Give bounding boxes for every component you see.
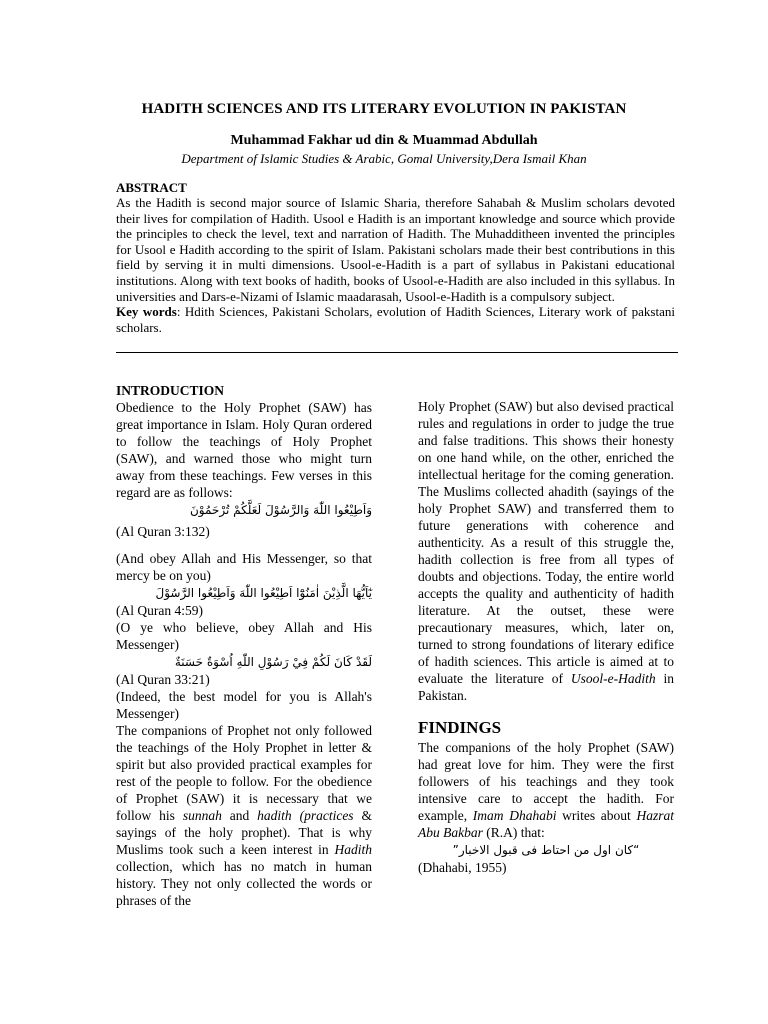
term-sunnah: sunnah <box>182 808 222 823</box>
term-imam-dhahabi: Imam Dhahabi <box>472 808 557 823</box>
term-hadith: hadith (practices <box>257 808 354 823</box>
intro-paragraph: Obedience to the Holy Prophet (SAW) has great importance in Islam. Holy Quran ordered to follow the teachings of Holy Prophet (SAW), and warned those who might turn away from these teachings. Few verses in this regard are as follows: <box>116 400 372 500</box>
arabic-quote: “کان اول من احتاط فی قبول الاخبار” <box>452 843 640 857</box>
term-hadith: Hadith <box>334 842 372 857</box>
abstract-body: As the Hadith is second major source of Islamic Sharia, therefore Sahabah & Muslim scholars devoted their lives for compilation of Hadith. Usool e Hadith is an important knowledge and source which provide the principles to check the level, text and narration of Hadith. The Muhadditheen invented the principles for Usool e Hadith according to the spirit of Islam. Pakistani scholars made their best contributions in this field by serving it in multi dimensions. Usool-e-Hadith is a part of syllabus in Pakistani educational institutions. Along with text books of hadith, books of Usool-e-Hadith are also included in this syllabus. In universities and Dars-e-Nizami of Islamic maadarasah, Usool-e-Hadith is a compulsory subject. <box>116 195 675 304</box>
text-run: in Pakistan. <box>418 671 674 703</box>
verse-ref-2: (Al Quran 4:59) <box>116 603 203 618</box>
paper-authors: Muhammad Fakhar ud din & Muammad Abdullah <box>230 133 538 148</box>
arabic-verse-3: لَقَدْ كَانَ لَكُمْ فِيْ رَسُوْلِ اللّٰهِ اُسْوَةٌ حَسَنَةٌ <box>174 655 372 669</box>
findings-heading: FINDINGS <box>418 718 502 737</box>
keywords-line <box>116 304 675 335</box>
verse-translation-1: (And obey Allah and His Messenger, so that mercy be on you) <box>116 551 372 583</box>
left-column <box>116 382 372 909</box>
paper-title: HADITH SCIENCES AND ITS LITERARY EVOLUTION IN PAKISTAN <box>141 101 627 117</box>
keywords-text: : Hdith Sciences, Pakistani Scholars, evolution of Hadith Sciences, Literary work of pakstani scholars. <box>116 304 675 335</box>
text-run: & sayings of the holy prophet). That is why Muslims took such a keen interest in <box>116 808 372 857</box>
arabic-verse-1: وَاَطِيْعُوا اللّٰهَ وَالرَّسُوْلَ لَعَلَّكُمْ تُرْحَمُوْنَ <box>189 503 372 517</box>
keywords-label: Key words <box>116 304 177 320</box>
term-abu-bakr: Hazrat Abu Bakbar <box>418 808 674 840</box>
abstract-divider <box>116 352 678 353</box>
paper-affiliation: Department of Islamic Studies & Arabic, Gomal University,Dera Ismail Khan <box>181 151 587 166</box>
verse-ref-3: (Al Quran 33:21) <box>116 672 210 687</box>
companions-paragraph <box>116 722 372 909</box>
text-run: (R.A) that: <box>482 825 545 840</box>
text-run: The companions of the holy Prophet (SAW) had great love for him. They were the first followers of his teachings and they took intensive care to accept the hadith. For example, <box>418 740 674 823</box>
verse-ref-1: (Al Quran 3:132) <box>116 524 210 539</box>
text-run: collection, which has no match in human history. They not only collected the words or phrases of the <box>116 859 372 908</box>
spacer <box>116 540 372 550</box>
right-column <box>418 398 674 876</box>
dhahabi-ref: (Dhahabi, 1955) <box>418 860 507 875</box>
verse-translation-3: (Indeed, the best model for you is Allah's Messenger) <box>116 689 372 721</box>
term-usool-e-hadith: Usool-e-Hadith <box>570 671 656 686</box>
abstract-heading: ABSTRACT <box>116 180 187 195</box>
arabic-verse-2: يٰٓاَيُّهَا الَّذِيْنَ اٰمَنُوْٓا اَطِيْعُوا اللّٰهَ وَاَطِيْعُوا الرَّسُوْلَ <box>155 586 372 600</box>
introduction-heading: INTRODUCTION <box>116 383 225 398</box>
abstract-section <box>116 180 675 335</box>
text-run: writes about <box>556 808 637 823</box>
text-run: Holy Prophet (SAW) but also devised practical rules and regulations in order to judge the true and false traditions. This shows their honesty on one hand while, on the other, enriched the intellectual heritage for the coming generation. The Muslims collected ahadith (sayings of the holy Prophet SAW) and transferred them to future generations with coherence and authenticity. As a result of this struggle the, hadith collection is free from all types of doubts and objections. Today, the entire world accepts the quality and authenticity of hadith literature. At the outset, these were precautionary measures, which, later on, turned to strong foundations of literary edifice of hadith sciences. This article is aimed at to evaluate the literature of <box>418 399 674 686</box>
continued-paragraph <box>418 398 674 704</box>
text-run: and <box>221 808 258 823</box>
text-run: The companions of Prophet not only followed the teachings of the Holy Prophet in letter & spirit but also provided practical examples for rest of the people to follow. For the obedience of Prophet (SAW) it is necessary that we follow his <box>116 723 372 823</box>
findings-paragraph <box>418 739 674 841</box>
verse-translation-2: (O ye who believe, obey Allah and His Messenger) <box>116 620 372 652</box>
